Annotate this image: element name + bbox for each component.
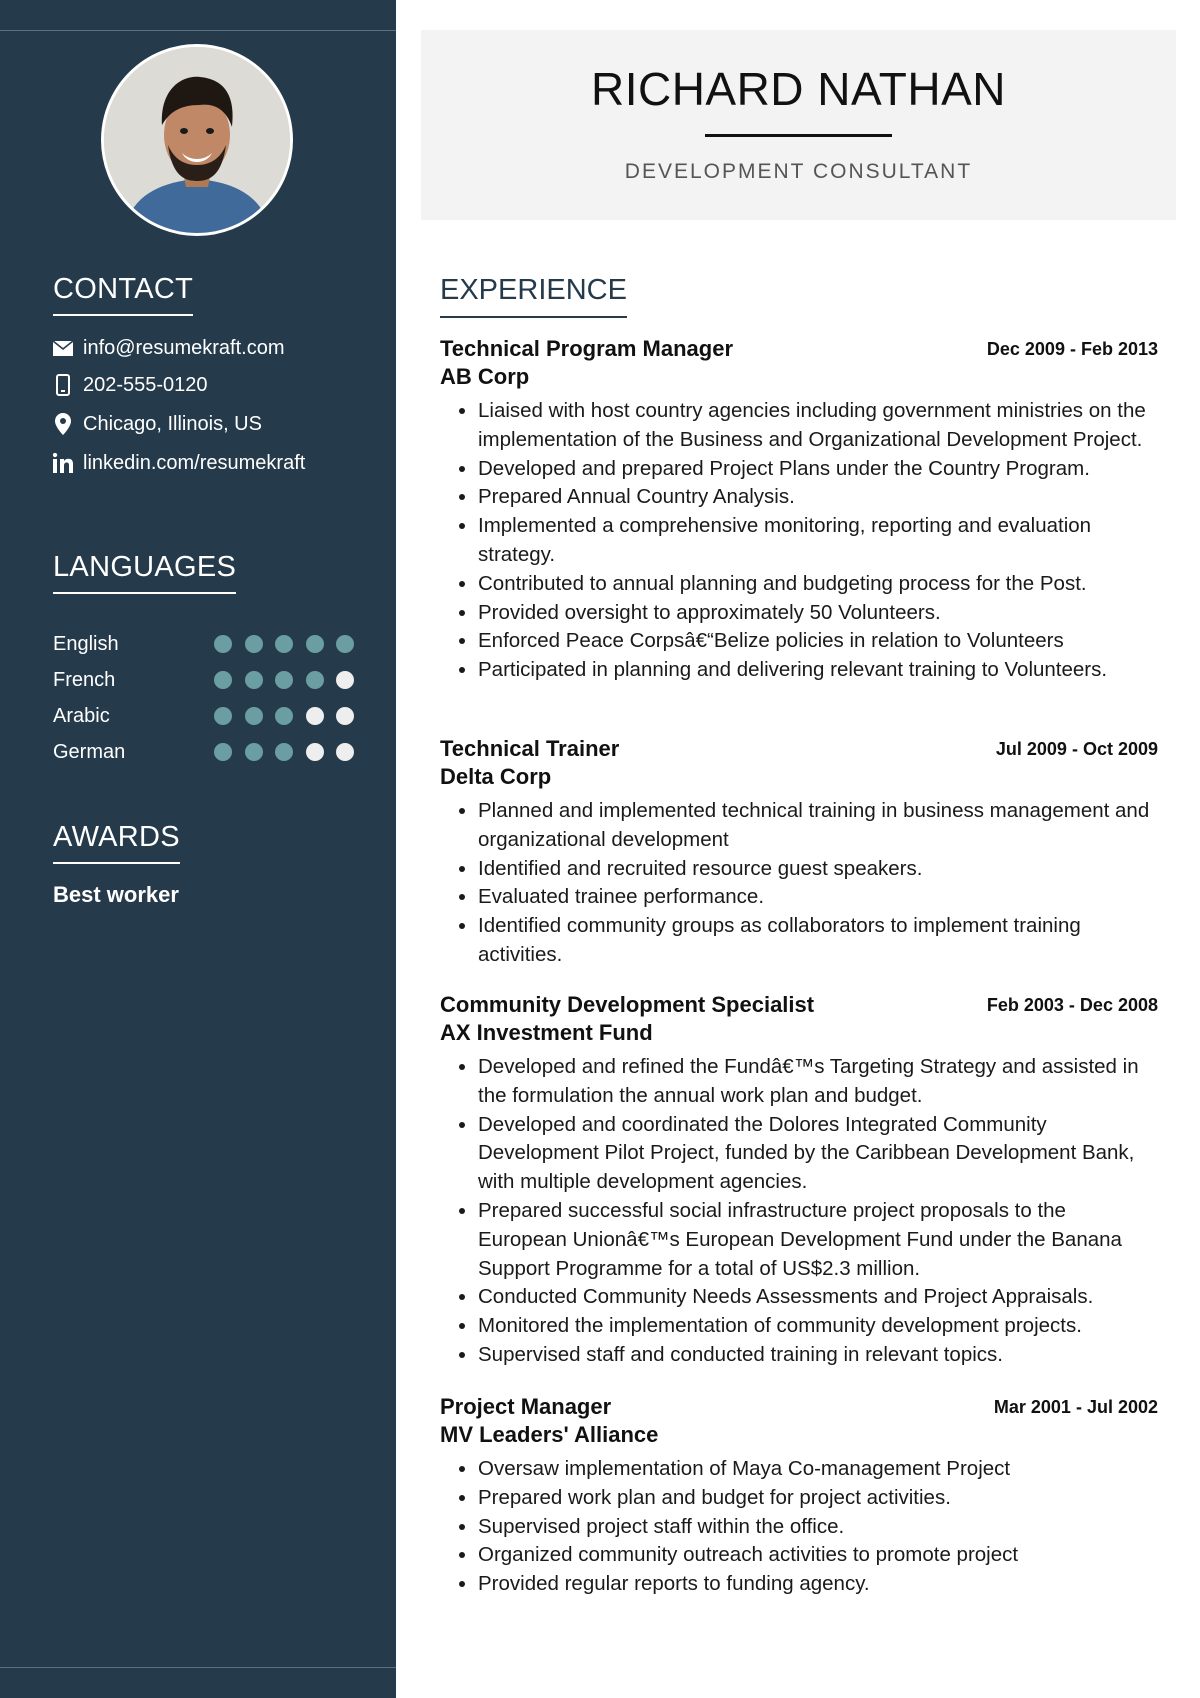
job-bullets (440, 797, 1158, 970)
language-level-dots (214, 635, 367, 653)
level-dot-filled (245, 743, 263, 761)
linkedin-icon (53, 452, 73, 474)
job-title: Community Development Specialist (440, 992, 815, 1017)
job-bullet: • Developed and refined the Fundâ€™s Targeting Strategy and assisted in the formulation the annual work plan and budget. (478, 1053, 1158, 1111)
contact-phone-text: 202-555-0120 (83, 374, 208, 396)
job-bullet: • Conducted Community Needs Assessments and Project Appraisals. (478, 1283, 1158, 1312)
job-dates: Jul 2009 - Oct 2009 (995, 739, 1158, 759)
job-title: Project Manager (440, 1394, 612, 1419)
language-level-dots (214, 671, 367, 689)
job-bullet: • Prepared Annual Country Analysis. (478, 483, 1158, 512)
job-bullet: • Provided oversight to approximately 50 Volunteers. (478, 599, 1158, 628)
job-bullet: • Provided regular reports to funding agency. (478, 1570, 1158, 1599)
job-bullet: • Identified community groups as collaborators to implement training activities. (478, 912, 1158, 970)
job-bullet: • Enforced Peace Corpsâ€“Belize policies in relation to Volunteers (478, 627, 1158, 656)
job-header (440, 1393, 1158, 1421)
job-entry (440, 1393, 1158, 1599)
contact-location (53, 411, 262, 437)
job-bullet: • Prepared work plan and budget for project activities. (478, 1484, 1158, 1513)
job-bullet: • Evaluated trainee performance. (478, 883, 1158, 912)
job-company: AX Investment Fund (440, 1020, 653, 1045)
language-row (53, 631, 363, 657)
language-row (53, 667, 363, 693)
level-dot-filled (275, 707, 293, 725)
level-dot-filled (275, 671, 293, 689)
job-bullets (440, 1455, 1158, 1599)
candidate-role: DEVELOPMENT CONSULTANT (624, 160, 973, 183)
name-divider (705, 134, 892, 137)
job-entry (440, 991, 1158, 1370)
job-company: AB Corp (440, 364, 530, 389)
job-bullet: • Planned and implemented technical training in business management and organizational development (478, 797, 1158, 855)
location-pin-icon (53, 413, 73, 435)
level-dot-empty (306, 707, 324, 725)
languages-heading: LANGUAGES (53, 550, 236, 594)
contact-location-text: Chicago, Illinois, US (83, 413, 262, 435)
envelope-icon (53, 337, 73, 359)
level-dot-filled (214, 635, 232, 653)
level-dot-filled (275, 635, 293, 653)
job-entry (440, 735, 1158, 970)
level-dot-filled (306, 671, 324, 689)
level-dot-filled (306, 635, 324, 653)
job-bullet: • Contributed to annual planning and budgeting process for the Post. (478, 570, 1158, 599)
language-name: French (53, 669, 116, 691)
job-bullet: • Supervised project staff within the office. (478, 1513, 1158, 1542)
level-dot-filled (275, 743, 293, 761)
sidebar (0, 0, 396, 1698)
contact-email[interactable] (53, 335, 284, 361)
job-bullets (440, 397, 1158, 685)
job-bullet: • Implemented a comprehensive monitoring, reporting and evaluation strategy. (478, 512, 1158, 570)
job-bullet: • Monitored the implementation of community development projects. (478, 1312, 1158, 1341)
candidate-name: RICHARD NATHAN (590, 63, 1007, 115)
level-dot-filled (245, 671, 263, 689)
job-company: MV Leaders' Alliance (440, 1422, 659, 1447)
job-title: Technical Trainer (440, 736, 620, 761)
level-dot-filled (214, 743, 232, 761)
phone-icon (53, 374, 73, 396)
language-level-dots (214, 743, 367, 761)
job-bullets (440, 1053, 1158, 1370)
job-title: Technical Program Manager (440, 336, 734, 361)
experience-heading: EXPERIENCE (440, 272, 627, 318)
sidebar-bottom-divider (0, 1667, 396, 1668)
job-company: Delta Corp (440, 764, 552, 789)
contact-phone[interactable] (53, 372, 208, 398)
job-entry (440, 335, 1158, 685)
language-level-dots (214, 707, 367, 725)
avatar-portrait-icon (104, 47, 290, 233)
job-bullet: • Liaised with host country agencies including government ministries on the implementation of the Business and Organizational Development Project. (478, 397, 1158, 455)
level-dot-empty (306, 743, 324, 761)
job-bullet: • Organized community outreach activities to promote project (478, 1541, 1158, 1570)
job-dates: Mar 2001 - Jul 2002 (993, 1397, 1158, 1417)
job-bullet: • Oversaw implementation of Maya Co-management Project (478, 1455, 1158, 1484)
level-dot-empty (336, 743, 354, 761)
level-dot-filled (245, 707, 263, 725)
job-header (440, 991, 1158, 1019)
level-dot-empty (336, 707, 354, 725)
language-row (53, 703, 363, 729)
language-row (53, 739, 363, 765)
level-dot-filled (245, 635, 263, 653)
sidebar-top-divider (0, 30, 396, 31)
language-name: English (53, 633, 119, 655)
award-item: Best worker (53, 882, 179, 907)
job-dates: Feb 2003 - Dec 2008 (986, 995, 1158, 1015)
contact-heading: CONTACT (53, 272, 193, 316)
job-bullet: • Developed and prepared Project Plans under the Country Program. (478, 455, 1158, 484)
job-header (440, 735, 1158, 763)
job-bullet: • Developed and coordinated the Dolores Integrated Community Development Pilot Project, funded by the Caribbean Development Bank, with multiple development agencies. (478, 1111, 1158, 1197)
name-header (421, 30, 1176, 220)
job-bullet: • Supervised staff and conducted training in relevant topics. (478, 1341, 1158, 1370)
contact-linkedin[interactable] (53, 450, 305, 476)
contact-linkedin-text: linkedin.com/resumekraft (83, 452, 306, 474)
level-dot-empty (336, 671, 354, 689)
job-bullet: • Participated in planning and delivering relevant training to Volunteers. (478, 656, 1158, 685)
level-dot-filled (214, 671, 232, 689)
language-name: German (53, 741, 126, 763)
awards-heading: AWARDS (53, 820, 180, 864)
contact-email-text: info@resumekraft.com (83, 337, 285, 359)
language-name: Arabic (53, 705, 110, 727)
job-header (440, 335, 1158, 363)
job-bullet: • Prepared successful social infrastructure project proposals to the European Unionâ€™s European Development Fund under the Banana Support Programme for a total of US$2.3 million. (478, 1197, 1158, 1283)
job-dates: Dec 2009 - Feb 2013 (986, 339, 1158, 359)
job-bullet: • Identified and recruited resource guest speakers. (478, 855, 1158, 884)
avatar (101, 44, 293, 236)
level-dot-filled (214, 707, 232, 725)
level-dot-filled (336, 635, 354, 653)
